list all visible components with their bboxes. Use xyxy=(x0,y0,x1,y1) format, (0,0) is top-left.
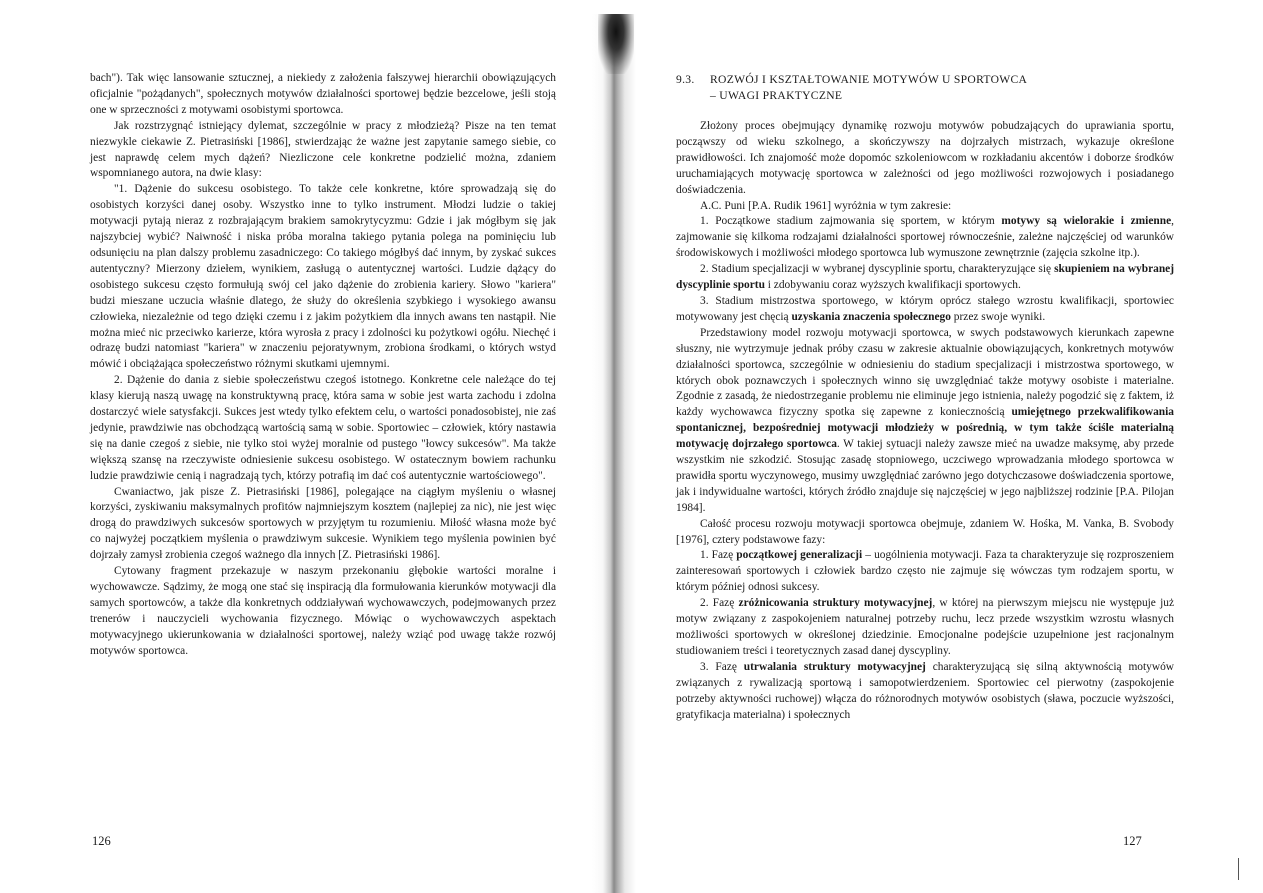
scan-edge-mark xyxy=(1238,858,1253,880)
section-number: 9.3. xyxy=(676,73,695,86)
section-title-line2: – UWAGI PRAKTYCZNE xyxy=(710,89,843,102)
paragraph: Przedstawiony model rozwoju motywacji sportowca, w swych podstawowych kierunkach zapewne słuszny, nie wytrzymuje jednak próby czasu w zakresie aktualnie obowiązujących, konkretnych motywów działalności sportowca, szczególnie w odniesieniu do stadium specjalizacji i mistrzostwa sportowego, w których obok poznawczych i społecznych winno się uwzględniać także motywy osobiste i materialne. Zgodnie z zasadą, że niedostrzeganie problemu nie eliminuje jego istnienia, należy pogodzić się z faktem, iż każdy wychowawca fizyczny spotka się zapewne z koniecznością umiejętnego przekwalifikowania spontanicznej, bezpośredniej motywacji młodzieży w pośrednią, w tym także ściśle materialną motywację dojrzałego sportowca. W takiej sytuacji należy zawsze mieć na uwadze maksymę, aby przede wszystkim nie szkodzić. Stosując zasadę stopniowego, uczciwego wprowadzania młodego sportowca w prawidła sportu wyczynowego, musimy uwzględniać zarówno jego dotychczasowe doświadczenia sportowe, jak i indywidualne wartości, których źródło znajduje się najczęściej w jego najbliższej rodzinie [P.A. Pilojan 1984]. xyxy=(676,326,1174,514)
phase-item: 3. Fazę utrwalania struktury motywacyjnej charakteryzującą się silną aktywnością motywów związanych z rywalizacją sportową i samopotwierdzeniem. Sportowiec cel pierwotny (zaspokojenie potrzeby aktywności ruchowej) włącza do różnorodnych motywów osobistych (sława, poczucie wyższości, gratyfikacja materialna) i społecznych xyxy=(676,660,1175,721)
left-page xyxy=(0,0,590,893)
phase-item: 1. Fazę początkowej generalizacji – uogólnienia motywacji. Faza ta charakteryzuje się rozproszeniem zainteresowań sportowych i człowiek bardzo często nie zajmuje się wówczas tym rodzajem sportu, w którym później odnosi sukcesy. xyxy=(676,549,1174,594)
gutter-shadow xyxy=(598,14,634,74)
page-number: 126 xyxy=(92,834,111,848)
section-heading xyxy=(676,72,1176,104)
section-title-line1: ROZWÓJ I KSZTAŁTOWANIE MOTYWÓW U SPORTOWCA xyxy=(710,73,1028,86)
stage-item: 3. Stadium mistrzostwa sportowego, w którym oprócz stałego wzrostu kwalifikacji, sportowiec motywowany jest chęcią uzyskania znaczenia społecznego przez swoje wyniki. xyxy=(676,294,1174,323)
paragraph: Złożony proces obejmujący dynamikę rozwoju motywów pobudzających do uprawiania sportu, począwszy od wieku szkolnego, a skończywszy na dojrzałych mistrzach, wykazuje określone prawidłowości. Ich znajomość może dopomóc szkoleniowcom w rozkładaniu akcentów i doborze środków uruchamiających motywację sportowca w zależności od jego możliwości rozwojowych i posiadanego doświadczenia. xyxy=(676,120,1174,196)
paragraph: A.C. Puni [P.A. Rudik 1961] wyróżnia w tym zakresie: xyxy=(700,199,952,212)
quote-paragraph: 2. Dążenie do dania z siebie społeczeństwu czegoś istotnego. Konkretne cele należące do tej klasy kierują naszą uwagę na konstruktywną pracę, która sama w sobie jest warta zachodu i zdolna dostarczyć wiele satysfakcji. Sukces jest wtedy tylko efektem celu, o wartości ponadosobistej, nie zaś jedynie, prawdziwie nas obchodzącą wartością samą w sobie. Sportowiec – człowiek, który nastawia się na danie czegoś z siebie, nie tylko stoi wyżej moralnie od pustego "łowcy sukcesów". Ma także większą szansę na rzeczywiste odniesienie sukcesu osobistego. W ostatecznym bowiem rachunku ludzie prawdziwie cenią i nagradzają tych, którzy potrafią im dać coś autentycznie wartościowego". xyxy=(90,374,556,482)
phase-item: 2. Fazę zróżnicowania struktury motywacyjnej, w której na pierwszym miejscu nie występuje już motyw związany z zaspokojeniem naturalnej potrzeby ruchu, lecz przede wszystkim wzrostu własnych możliwości sportowych w określonej dziedzinie. Emocjonalne podejście uzupełnione jest racjonalnym studiowaniem treści i teoretycznych zasad danej dyscypliny. xyxy=(676,597,1175,657)
quote-paragraph: "1. Dążenie do sukcesu osobistego. To także cele konkretne, które sprowadzają się do osobistych korzyści danej osoby. Wszystko inne to tylko instrument. Młodzi ludzie o takiej motywacji pytają nieraz z rozbrajającym brakiem samokrytycyzmu: Gdzie i jak mógłbym się jak najszybciej wybić? Naiwność i niska próba moralna takiego pytania polega na pominięciu lub odsunięciu na plan dalszy problemu zasadniczego: Co takiego mógłbyś dać innym, by zyskać sukces autentyczny? Mierzony dziełem, wynikiem, zasługą o autentycznej wartości. Ludzie dążący do osobistego sukcesu często formułują swój cel jako dążenie do zrobienia kariery. Słowo "kariera" budzi mieszane uczucia właśnie dlatego, że służy do określenia szybkiego i wysokiego awansu człowieka, niezależnie od tego dzięki czemu i z jakim pożytkiem dla innych awans ten nastąpił. Nie można mieć nic przeciwko karierze, która wyrosła z pracy i zdolności ku pożytkowi ogółu. Niechęć i odrazę budzi natomiast "kariera" w znaczeniu pejoratywnym, zrobiona środkami, o których wstyd mówić i obciążająca społeczeństwo różnymi skutkami ujemnymi. xyxy=(90,183,556,371)
right-page xyxy=(636,0,1263,893)
paragraph: Cwaniactwo, jak pisze Z. Pietrasiński [1986], polegające na ciągłym myśleniu o własnej korzyści, zyskiwaniu maksymalnych profitów najmniejszym kosztem (najlepiej za nic), nie jest więc drogą do prawdziwych sukcesów sportowych w przyjętym tu rozumieniu. Miłość własna może być co najwyżej początkiem myślenia o prawdziwym sukcesie. Wynikiem tego myślenia powinien być dojrzały zamysł zrobienia czegoś ważnego dla innych [Z. Pietrasiński 1986]. xyxy=(90,485,556,562)
left-page-text xyxy=(90,71,556,660)
paragraph: Całość procesu rozwoju motywacji sportowca obejmuje, zdaniem W. Hośka, M. Vanka, B. Svobody [1976], cztery podstawowe fazy: xyxy=(676,517,1174,546)
page-number: 127 xyxy=(1123,834,1142,848)
right-page-text xyxy=(676,119,1174,723)
paragraph: Cytowany fragment przekazuje w naszym przekonaniu głębokie wartości moralne i wychowawcze. Sądzimy, że mogą one stać się inspiracją dla formułowania kierunków motywacji dla samych sportowców, a także dla konkretnych oddziaływań wychowawczych, podejmowanych przez trenerów i nauczycieli wychowania fizycznego. Mówiąc o wychowawczych aspektach motywacyjnego ukierunkowania w działalności sportowej, należy wziąć pod uwagę także rozwój motywów sportowca. xyxy=(90,565,556,657)
paragraph: bach"). Tak więc lansowanie sztucznej, a niekiedy z założenia fałszywej hierarchii obowiązujących oficjalnie "pożądanych", społecznych motywów działalności sportowej będzie bezcelowe, jeśli stoją one w sprzeczności z motywami osobistymi sportowca. xyxy=(90,72,556,116)
paragraph: Jak rozstrzygnąć istniejący dylemat, szczególnie w pracy z młodzieżą? Pisze na ten temat niezwykle ciekawie Z. Pietrasiński [1986], stwierdzając że ważne jest zapytanie samego siebie, co jest naprawdę celem mych dążeń? Niezliczone cele konkretne podzielić można, zdaniem wspomnianego autora, na dwie klasy: xyxy=(90,119,556,180)
stage-item: 2. Stadium specjalizacji w wybranej dyscyplinie sportu, charakteryzujące się skupieniem na wybranej dyscyplinie sportu i zdobywaniu coraz wyższych kwalifikacji sportowych. xyxy=(676,263,1175,292)
book-gutter xyxy=(592,14,636,893)
stage-item: 1. Początkowe stadium zajmowania się sportem, w którym motywy są wielorakie i zmienne, zajmowanie się kilkoma rodzajami działalności sportowej równocześnie, zależne najczęściej od warunków środowiskowych i możliwości młodego sportowca lub wymuszone zewnętrznie (zajęcia szkolne itp.). xyxy=(676,215,1174,260)
